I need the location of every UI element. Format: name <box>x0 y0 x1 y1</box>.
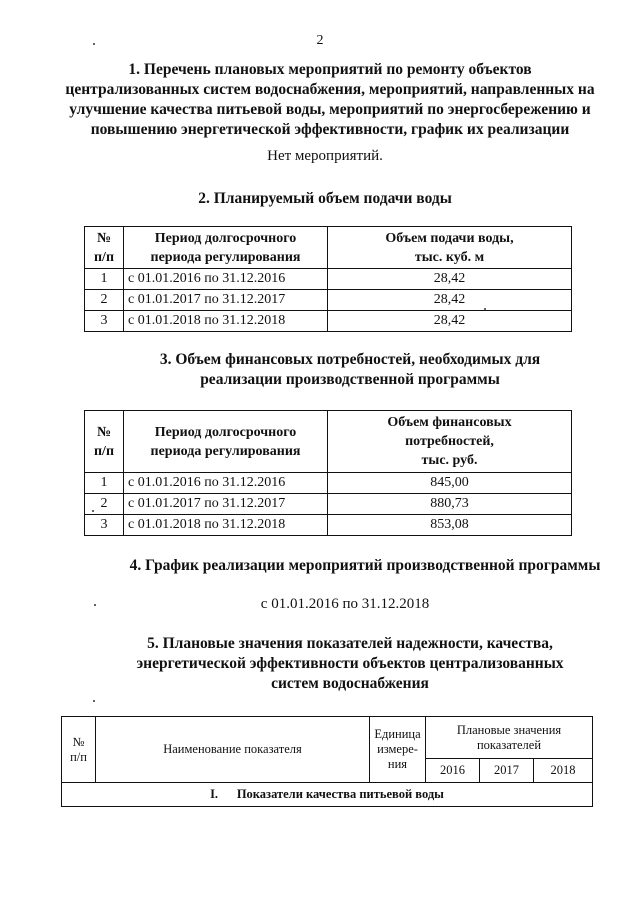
header-period: Период долгосрочного периода регулирования <box>124 411 328 473</box>
financial-needs-table <box>84 410 572 536</box>
header-unit: Единица измере- ния <box>370 717 426 783</box>
section1-title-line: централизованных систем водоснабжения, мероприятий, направленных на <box>65 81 595 98</box>
row-value: 28,42 <box>328 269 572 290</box>
scan-speck <box>484 308 486 310</box>
header-year: 2018 <box>534 759 593 783</box>
header-num: № п/п <box>85 227 124 269</box>
section3-title-line: реализации производственной программы <box>200 371 500 388</box>
row-value: 880,73 <box>328 494 572 515</box>
table-header-row <box>85 411 572 473</box>
header-planned-values: Плановые значения показателей <box>426 717 593 759</box>
section-row-label <box>62 783 593 807</box>
section3-title-line: 3. Объем финансовых потребностей, необходимых для <box>159 351 541 368</box>
header-year: 2016 <box>426 759 480 783</box>
row-num: 3 <box>85 515 124 536</box>
section4-period: с 01.01.2016 по 31.12.2018 <box>260 596 430 612</box>
header-num: № п/п <box>62 717 96 783</box>
section5-title-line: энергетической эффективности объектов централизованных <box>136 655 564 672</box>
table-row <box>85 290 572 311</box>
table-row <box>85 515 572 536</box>
table-row <box>85 269 572 290</box>
scan-speck <box>94 604 96 606</box>
water-supply-table <box>84 226 572 332</box>
header-period: Период долгосрочного периода регулирования <box>124 227 328 269</box>
scan-speck <box>93 700 95 702</box>
row-period: с 01.01.2018 по 31.12.2018 <box>124 515 328 536</box>
row-num: 2 <box>85 290 124 311</box>
header-indicator-name: Наименование показателя <box>96 717 370 783</box>
row-period: с 01.01.2016 по 31.12.2016 <box>124 473 328 494</box>
section1-title-line: 1. Перечень плановых мероприятий по ремонту объектов <box>128 61 532 78</box>
section3-title <box>20 350 640 390</box>
table-row <box>85 494 572 515</box>
row-num: 2 <box>85 494 124 515</box>
section1-title-line: повышению энергетической эффективности, график их реализации <box>90 121 570 138</box>
row-num: 3 <box>85 311 124 332</box>
header-volume: Объем подачи воды, тыс. куб. м <box>328 227 572 269</box>
section4-title: 4. График реализации мероприятий производственной программы <box>129 557 601 574</box>
table-row <box>85 311 572 332</box>
header-num: № п/п <box>85 411 124 473</box>
table-header-row <box>85 227 572 269</box>
row-num: 1 <box>85 269 124 290</box>
table-section-row <box>62 783 593 807</box>
section1-title-line: улучшение качества питьевой воды, мероприятий по энергосбережению и <box>69 101 591 118</box>
section-row-number: I. <box>210 787 219 801</box>
table-header-row <box>62 717 593 759</box>
row-period: с 01.01.2017 по 31.12.2017 <box>124 290 328 311</box>
header-year: 2017 <box>480 759 534 783</box>
section-row-text: Показатели качества питьевой воды <box>236 787 444 801</box>
scan-speck <box>92 510 94 512</box>
section5-title <box>20 634 640 694</box>
row-value: 28,42 <box>328 290 572 311</box>
section5-title-line: 5. Плановые значения показателей надежности, качества, <box>147 635 553 652</box>
header-finance: Объем финансовых потребностей, тыс. руб. <box>328 411 572 473</box>
scan-speck <box>93 43 95 45</box>
section5-title-line: систем водоснабжения <box>271 675 429 692</box>
row-num: 1 <box>85 473 124 494</box>
row-value: 853,08 <box>328 515 572 536</box>
section1-title <box>40 60 620 140</box>
indicators-table <box>61 716 593 807</box>
row-period: с 01.01.2018 по 31.12.2018 <box>124 311 328 332</box>
section1-note: Нет мероприятий. <box>267 148 383 164</box>
row-value: 845,00 <box>328 473 572 494</box>
row-period: с 01.01.2016 по 31.12.2016 <box>124 269 328 290</box>
row-period: с 01.01.2017 по 31.12.2017 <box>124 494 328 515</box>
section2-title: 2. Планируемый объем подачи воды <box>198 190 452 207</box>
table-row <box>85 473 572 494</box>
page-number: 2 <box>316 33 324 48</box>
row-value: 28,42 <box>328 311 572 332</box>
